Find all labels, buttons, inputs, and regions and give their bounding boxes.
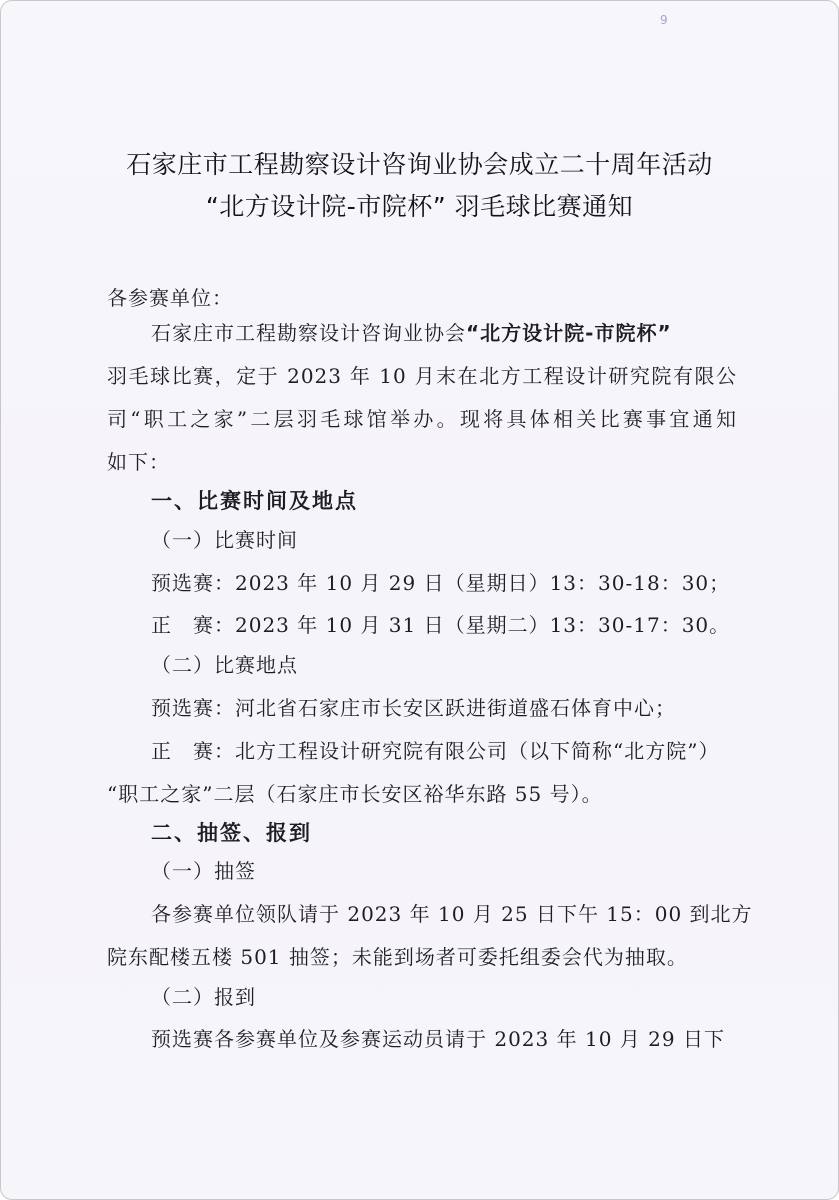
salutation: 各参赛单位： — [107, 286, 233, 310]
subsection-time: （一）比赛时间 — [151, 528, 298, 552]
cup-name: “北方设计院-市院杯” — [466, 321, 672, 345]
subsection-place: （二）比赛地点 — [151, 653, 298, 677]
prelim-time: 预选赛：2023 年 10 月 29 日（星期日）13：30-18：30； — [151, 571, 731, 595]
prelim-place: 预选赛：河北省石家庄市长安区跃进街道盛石体育中心； — [151, 696, 676, 720]
final-place-line-1: 正 赛：北方工程设计研究院有限公司（以下简称“北方院”） — [151, 739, 720, 763]
draw-line-1: 各参赛单位领队请于 2023 年 10 月 25 日下午 15：00 到北方 — [151, 902, 753, 926]
final-time: 正 赛：2023 年 10 月 31 日（星期二）13：30-17：30。 — [151, 613, 731, 637]
intro-line-1 — [151, 321, 672, 345]
subsection-checkin: （二）报到 — [151, 985, 256, 1009]
intro-line-4: 如下： — [107, 450, 170, 474]
checkin-line-1: 预选赛各参赛单位及参赛运动员请于 2023 年 10 月 29 日下 — [151, 1027, 725, 1051]
intro-line-3: 司“职工之家”二层羽毛球馆举办。现将具体相关比赛事宜通知 — [107, 407, 737, 431]
intro-text-1: 石家庄市工程勘察设计咨询业协会 — [151, 321, 466, 345]
intro-line-2: 羽毛球比赛，定于 2023 年 10 月末在北方工程设计研究院有限公 — [107, 364, 737, 388]
final-place-line-2: “职工之家”二层（石家庄市长安区裕华东路 55 号）。 — [107, 782, 603, 806]
document-title-line-1: 石家庄市工程勘察设计咨询业协会成立二十周年活动 — [126, 150, 713, 179]
draw-line-2: 院东配楼五楼 501 抽签；未能到场者可委托组委会代为抽取。 — [107, 945, 688, 969]
document-title-line-2: “北方设计院-市院杯” 羽毛球比赛通知 — [205, 192, 634, 221]
section-heading-2: 二、抽签、报到 — [151, 821, 312, 845]
page-mark: 9 — [660, 13, 668, 27]
subsection-draw: （一）抽签 — [151, 859, 256, 883]
section-heading-1: 一、比赛时间及地点 — [151, 489, 358, 513]
